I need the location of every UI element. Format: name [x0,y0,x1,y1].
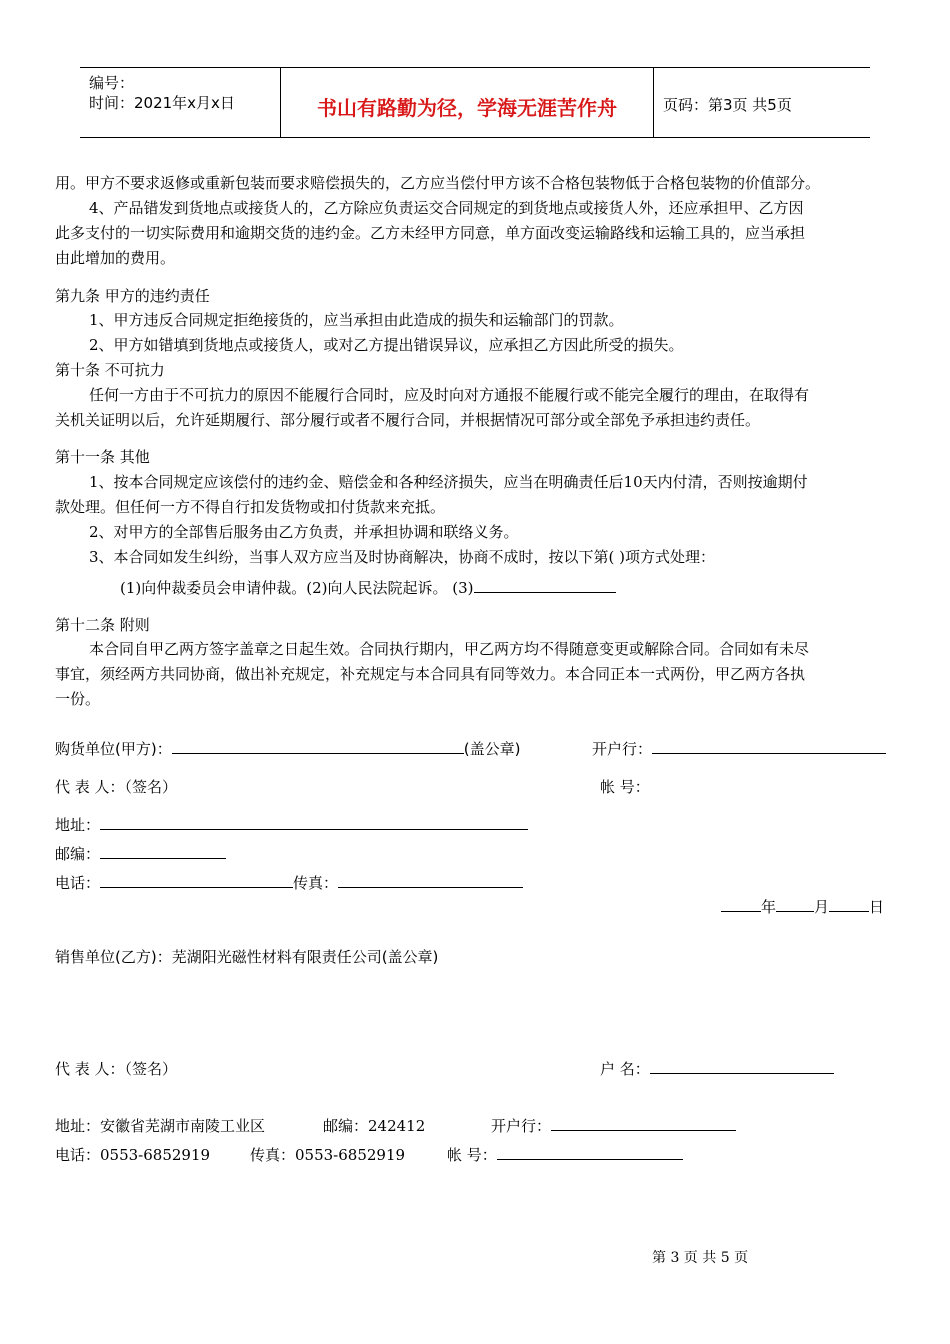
buyer-phone-field[interactable] [100,873,293,888]
header-right-cell [654,68,870,137]
buyer-address-row [55,814,528,835]
dispute-options-text: (1)向仲裁委员会申请仲裁。(2)向人民法院起诉。 (3) [120,579,474,597]
buyer-bank-label: 开户行： [592,740,653,758]
option-3-blank[interactable] [474,578,616,593]
seller-account-name-field[interactable] [650,1059,834,1074]
seller-bank-row [491,1115,736,1136]
buyer-address-field[interactable] [100,815,528,830]
buyer-address-label: 地址： [55,816,101,834]
buyer-postcode-label: 邮编： [55,845,101,863]
buyer-fax-field[interactable] [338,873,523,888]
buyer-postcode-row [55,843,226,864]
paragraph-continuation: 用。甲方不要求返修或重新包装而要求赔偿损失的，乙方应当偿付甲方该不合格包装物低于合格包装物的价值部分。 [55,174,821,192]
month-label: 月 [814,898,830,916]
seller-address: 地址：安徽省芜湖市南陵工业区 [55,1117,266,1135]
buyer-account-label: 帐 号： [600,778,650,796]
footer-page-number: 第 3 页 共 5 页 [652,1250,749,1266]
article-9-clause-2: 2、甲方如错填到货地点或接货人，或对乙方提出错误异议，应承担乙方因此所受的损失。 [89,336,684,354]
article-10-title: 第十条 不可抗力 [55,361,165,379]
seller-representative-label: 代 表 人：（签名） [55,1060,178,1078]
article-11-clause-1-line-1: 1、按本合同规定应该偿付的违约金、赔偿金和各种经济损失，应当在明确责任后10天内付清，否则按逾期付 [89,473,808,491]
seller-bank-label: 开户行： [491,1117,552,1135]
month-field[interactable] [776,897,814,912]
article-11-clause-1-line-2: 款处理。但任何一方不得自行扣发货物或扣付货款来充抵。 [55,498,446,516]
article-9-title: 第九条 甲方的违约责任 [55,287,210,305]
article-9-clause-1: 1、甲方违反合同规定拒绝接货的，应当承担由此造成的损失和运输部门的罚款。 [89,311,624,329]
article-11-clause-3: 3、本合同如发生纠纷，当事人双方应当及时协商解决，协商不成时，按以下第( )项方式处理： [89,548,716,566]
day-field[interactable] [829,897,869,912]
buyer-bank-field[interactable] [652,739,886,754]
article-12-line-2: 事宜，须经两方共同协商，做出补充规定，补充规定与本合同具有同等效力。本合同正本一式两份，甲乙两方各执 [55,665,806,683]
buyer-seal-label: (盖公章) [463,740,521,758]
header-motto-cell [281,68,654,137]
article-10-line-2: 关机关证明以后，允许延期履行、部分履行或者不履行合同，并根据情况可部分或全部免予承担违约责任。 [55,411,761,429]
dispute-options [120,577,616,598]
document-date: 时间：2021年x月x日 [89,94,235,112]
seller-bank-field[interactable] [551,1116,736,1131]
buyer-unit-row [55,738,520,759]
buyer-unit-field[interactable] [172,739,464,754]
seller-account-field[interactable] [497,1145,683,1160]
seller-account-name-label: 户 名： [600,1060,650,1078]
clause-4-line-1: 4、产品错发到货地点或接货人的，乙方除应负责运交合同规定的到货地点或接货人外，还应承担甲、乙方因 [89,199,804,217]
article-11-clause-2: 2、对甲方的全部售后服务由乙方负责，并承担协调和联络义务。 [89,523,519,541]
year-field[interactable] [721,897,761,912]
seller-phone: 电话：0553-6852919 [55,1146,211,1164]
seller-fax: 传真：0553-6852919 [250,1146,406,1164]
seller-account-row [447,1144,683,1165]
document-header [80,67,870,138]
article-11-title: 第十一条 其他 [55,448,150,466]
buyer-phone-fax-row [55,872,523,893]
article-12-line-3: 一份。 [55,690,101,708]
buyer-fax-label: 传真： [293,874,339,892]
article-12-line-1: 本合同自甲乙两方签字盖章之日起生效。合同执行期内，甲乙两方均不得随意变更或解除合同。合同如有未尽 [89,640,810,658]
buyer-postcode-field[interactable] [100,844,226,859]
motto-text: 书山有路勤为径，学海无涯苦作舟 [317,96,617,120]
article-10-line-1: 任何一方由于不可抗力的原因不能履行合同时，应及时向对方通报不能履行或不能完全履行的理由，在取得有 [89,386,810,404]
seller-account-label: 帐 号： [447,1146,497,1164]
date-row [721,896,884,917]
day-label: 日 [869,898,885,916]
seller-account-name-row [600,1058,834,1079]
seller-unit-line: 销售单位(乙方)：芜湖阳光磁性材料有限责任公司(盖公章) [55,948,439,966]
header-page-info: 页码：第3页 共5页 [663,96,792,114]
header-left-cell [80,68,281,137]
clause-4-line-2: 此多支付的一切实际费用和逾期交货的违约金。乙方未经甲方同意，单方面改变运输路线和运输工具的，应当承担 [55,224,806,242]
buyer-representative-label: 代 表 人：（签名） [55,778,178,796]
article-12-title: 第十二条 附则 [55,616,150,634]
buyer-bank-row [592,738,886,759]
buyer-phone-label: 电话： [55,874,101,892]
clause-4-line-3: 由此增加的费用。 [55,249,176,267]
seller-postcode: 邮编：242412 [323,1117,426,1135]
document-number-label: 编号： [89,74,135,92]
year-label: 年 [761,898,777,916]
buyer-unit-label: 购货单位(甲方)： [55,740,172,758]
